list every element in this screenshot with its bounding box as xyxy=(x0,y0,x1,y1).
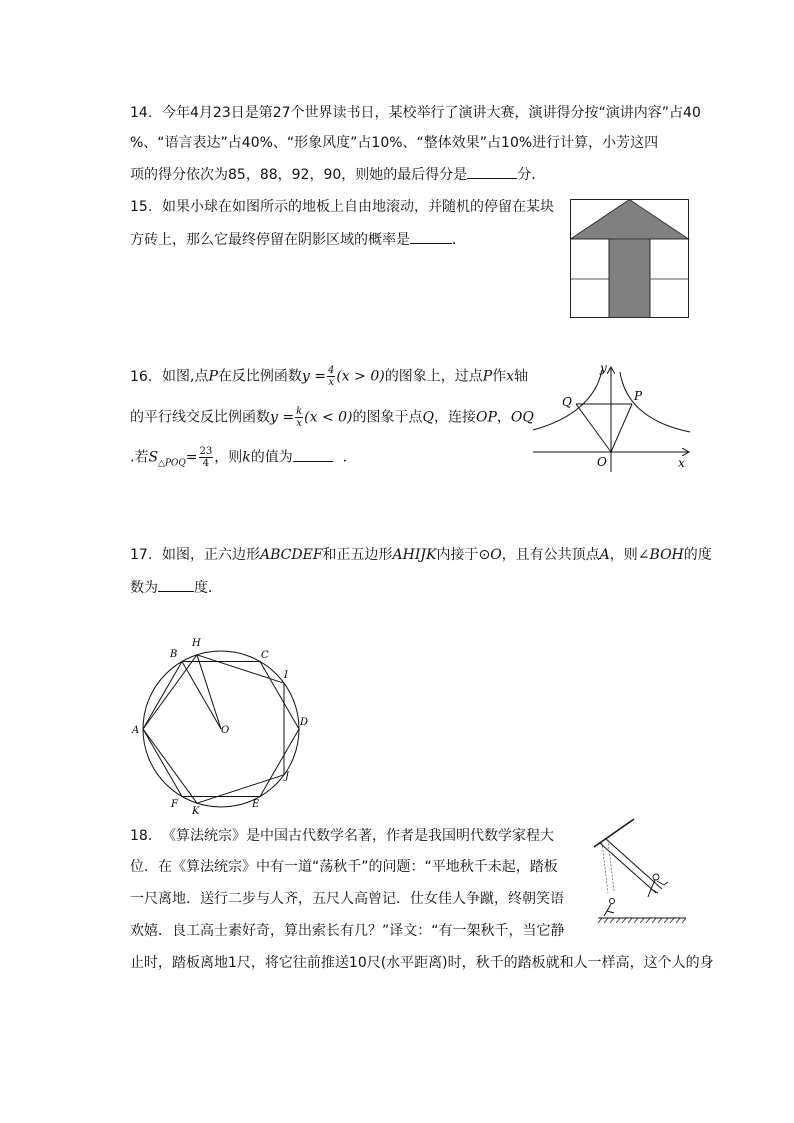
label-j: J xyxy=(285,771,290,782)
q16-frac-3 xyxy=(199,446,214,469)
q16-area-sub: △POQ xyxy=(158,458,186,469)
q16-area-s: S xyxy=(148,449,159,466)
q18-text-4: 欢嬉．良工高士素好奇，算出索长有几？”译文：“有一架秋千，当它静 xyxy=(130,923,565,939)
q16-t3a: .若 xyxy=(130,449,149,466)
q16-line-3 xyxy=(130,446,357,474)
curve-positive xyxy=(620,372,690,432)
label-p: P xyxy=(634,389,643,403)
q16-frac-3-num: 23 xyxy=(199,446,213,457)
q16-frac-1 xyxy=(327,365,335,388)
regular-pentagon xyxy=(143,655,284,803)
q14-text-3: 项的得分依次为85，88，92，90，则她的最后得分是 xyxy=(130,167,468,183)
q17-answer-blank[interactable] xyxy=(158,577,194,592)
q16-t3b: ，则 xyxy=(214,449,243,466)
label-h: H xyxy=(192,638,201,649)
q16-t3d: ． xyxy=(342,449,357,466)
q16-frac-1-den: x xyxy=(328,377,334,388)
label-e: E xyxy=(252,799,260,810)
q16-t1e: 轴 xyxy=(514,368,529,385)
q17-t2b: 度． xyxy=(194,580,222,596)
q15-text-1: 如果小球在如图所示的地板上自由地滚动，并随机的停留在某块 xyxy=(162,199,554,215)
q16-frac-3-den: 4 xyxy=(202,458,210,469)
q14-number: 14. xyxy=(130,105,153,121)
segment-oh xyxy=(197,655,221,729)
q18-line-1 xyxy=(130,826,554,846)
q16-cond-2: (x < 0) xyxy=(304,409,353,426)
hyperbola-graph-figure xyxy=(530,360,695,475)
q16-segment-oq: OQ xyxy=(510,409,534,426)
q17-t1b: 和正五边形 xyxy=(322,547,393,563)
q16-point-p-2: P xyxy=(482,368,493,385)
q14-line-3 xyxy=(130,164,545,185)
segment-op xyxy=(611,404,632,452)
q16-t1c: 的图象上，过点 xyxy=(384,368,483,385)
q17-t2a: 数为 xyxy=(130,580,158,596)
q16-t2a: 的平行线交反比例函数 xyxy=(130,409,270,426)
q14-text-1: 今年4月23日是第27个世界读书日，某校举行了演讲大赛，演讲得分按“演讲内容”占40 xyxy=(162,105,701,121)
q17-line-2 xyxy=(130,577,222,598)
label-c: C xyxy=(261,650,269,661)
q18-text-5: 止时，踏板离地1尺，将它往前推送10尺(水平距离)时，秋千的踏板就和人一样高，这个人的身 xyxy=(130,955,714,971)
label-o: O xyxy=(597,455,607,469)
q17-t1f: 的度 xyxy=(683,547,712,563)
q17-angle: ∠BOH xyxy=(637,547,684,563)
label-i: I xyxy=(284,670,288,681)
label-y: y xyxy=(600,361,607,375)
q15-text-2: 方砖上，那么它最终停留在阴影区域的概率是 xyxy=(130,232,410,248)
q16-eq: = xyxy=(185,449,198,466)
q16-t1d: 作 xyxy=(492,368,507,385)
q16-answer-blank[interactable] xyxy=(293,447,333,462)
q17-t1c: 内接于 xyxy=(436,547,479,563)
q16-func-y: y = xyxy=(301,368,326,385)
q16-cond-1: (x > 0) xyxy=(336,368,385,385)
q17-t1d: ，且有公共顶点 xyxy=(501,547,600,563)
q17-a: A xyxy=(599,547,610,563)
q15-answer-blank[interactable] xyxy=(410,229,452,244)
q14-text-3b: 分． xyxy=(517,167,546,183)
q16-point-p: P xyxy=(208,368,218,385)
q15-line-1 xyxy=(130,197,554,217)
q14-answer-blank[interactable] xyxy=(467,164,517,179)
q18-text-2: 位．在《算法统宗》中有一道“荡秋千”的问题：“平地秋千未起，踏板 xyxy=(130,859,558,875)
q14-text-2: %、“语言表达”占40%、“形象风度”占10%、“整体效果”占10%进行计算，小芳这四 xyxy=(130,135,659,151)
q17-hexagon: ABCDEF xyxy=(260,547,323,563)
q17-line-1 xyxy=(130,545,712,565)
q17-number: 17. xyxy=(130,547,153,563)
q16-frac-2 xyxy=(295,406,303,429)
q16-frac-1-num: 4 xyxy=(327,365,335,376)
q18-line-3 xyxy=(130,889,564,909)
q16-frac-2-num: k xyxy=(296,406,303,417)
q17-o: O xyxy=(490,547,502,563)
q16-x-axis: x xyxy=(506,368,515,385)
q16-t1b: 在反比例函数 xyxy=(217,368,302,385)
q18-line-5 xyxy=(130,953,714,973)
q15-number: 15. xyxy=(130,199,153,215)
q16-segment-op: OP xyxy=(476,409,497,426)
q16-func-y-2: y = xyxy=(270,409,295,426)
q18-text-3: 一尺离地．送行二步与人齐，五尺人高曾记．仕女佳人争蹴，终朝笑语 xyxy=(130,891,564,907)
swing-figure xyxy=(588,815,688,925)
label-f: F xyxy=(171,799,178,810)
q18-line-4 xyxy=(130,921,565,941)
q15-text-2b: ． xyxy=(452,232,466,248)
label-o: O xyxy=(221,725,230,736)
q16-frac-2-den: x xyxy=(296,418,302,429)
q17-pentagon: AHIJK xyxy=(392,547,437,563)
q18-text-1: 《算法统宗》是中国古代数学名著，作者是我国明代数学家程大 xyxy=(162,828,554,844)
q16-t3c: 的值为 xyxy=(250,449,293,466)
q16-t2c: ，连接 xyxy=(434,409,476,426)
label-b: B xyxy=(170,649,178,660)
label-d: D xyxy=(300,717,309,728)
q16-t2b: 的图象于点 xyxy=(352,409,423,426)
q16-t1a: 如图,点 xyxy=(162,368,209,385)
q16-t2d: ， xyxy=(496,409,511,426)
label-x: x xyxy=(678,456,685,470)
floor-tiles-figure xyxy=(570,199,690,319)
segment-ob xyxy=(182,662,221,730)
q16-point-q: Q xyxy=(422,409,434,426)
inscribed-polygons-figure xyxy=(128,632,318,814)
q17-circle-symbol: ⊙ xyxy=(478,547,491,563)
label-k: K xyxy=(192,806,200,814)
q15-line-2 xyxy=(130,229,466,250)
label-a: A xyxy=(132,725,140,736)
segment-oq xyxy=(576,404,611,452)
q17-t1a: 如图，正六边形 xyxy=(162,547,260,563)
label-q: Q xyxy=(562,395,572,409)
q18-number: 18. xyxy=(130,828,153,844)
q16-line-1 xyxy=(130,365,528,388)
q18-line-2 xyxy=(130,857,558,877)
q17-t1e: ，则 xyxy=(609,547,638,563)
resting-swing-person-icon xyxy=(604,898,615,916)
q16-line-2 xyxy=(130,406,534,429)
q16-number: 16. xyxy=(130,368,153,385)
q14-line-2 xyxy=(130,133,658,153)
q16-k: k xyxy=(242,449,251,466)
q14-line-1 xyxy=(130,103,701,123)
